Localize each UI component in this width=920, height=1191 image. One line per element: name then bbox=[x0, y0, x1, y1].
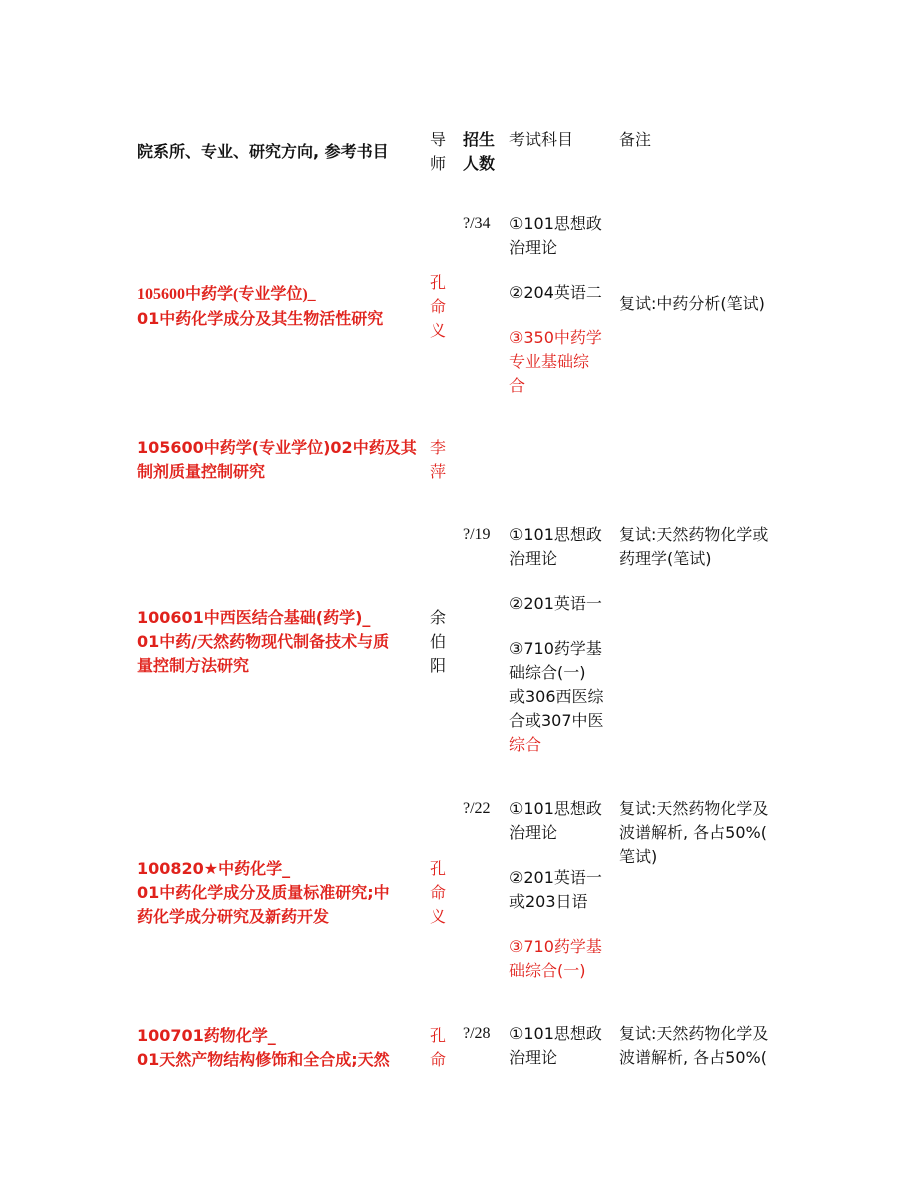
row3-exam bbox=[509, 523, 614, 757]
row1-program-line2: 01中药化学成分及其生物活性研究 bbox=[137, 309, 384, 328]
row4-advisor-c1: 孔 bbox=[430, 859, 447, 878]
row4-advisor bbox=[430, 857, 450, 929]
header-note: 备注 bbox=[619, 130, 652, 149]
row2-advisor bbox=[430, 436, 450, 484]
row5-advisor bbox=[430, 1024, 450, 1072]
row3-exam3-b: 础综合(一) bbox=[509, 663, 586, 682]
row1-exam2-text: ②204英语二 bbox=[509, 283, 602, 302]
row1-exam2 bbox=[509, 281, 614, 305]
row4-exam1-a: ①101思想政 bbox=[509, 799, 602, 818]
row4-exam3-a: ③710药学基 bbox=[509, 937, 602, 956]
row5-exam1 bbox=[509, 1022, 614, 1070]
row4-exam2-b: 或203日语 bbox=[509, 892, 588, 911]
row4-enroll: ?/22 bbox=[463, 800, 491, 817]
row3-exam2-text: ②201英语一 bbox=[509, 594, 602, 613]
row3-note bbox=[619, 523, 768, 571]
row4-exam1 bbox=[509, 797, 614, 845]
row5-exam bbox=[509, 1022, 614, 1070]
header-program: 院系所、专业、研究方向, 参考书目 bbox=[137, 142, 389, 161]
row4-exam3 bbox=[509, 935, 614, 983]
row1-exam3-a: ③350中药学 bbox=[509, 328, 602, 347]
row1-exam3 bbox=[509, 326, 614, 398]
header-advisor-l2: 师 bbox=[430, 154, 447, 173]
row1-exam1-a: ①101思想政 bbox=[509, 214, 602, 233]
row4-note-l1: 复试:天然药物化学及 bbox=[619, 799, 769, 818]
row2-program-line1: 105600中药学(专业学位)02中药及其 bbox=[137, 438, 417, 457]
row4-note-l3: 笔试) bbox=[619, 847, 658, 866]
row1-note: 复试:中药分析(笔试) bbox=[619, 294, 765, 313]
row3-exam2 bbox=[509, 592, 614, 616]
row3-advisor bbox=[430, 606, 450, 678]
row3-exam3-a: ③710药学基 bbox=[509, 639, 602, 658]
row3-exam1-a: ①101思想政 bbox=[509, 525, 602, 544]
row4-note-l2: 波谱解析, 各占50%( bbox=[619, 823, 767, 842]
row5-advisor-c1: 孔 bbox=[430, 1026, 447, 1045]
row2-program-line2: 制剂质量控制研究 bbox=[137, 462, 266, 481]
row5-program-line1: 100701药物化学_ bbox=[137, 1026, 276, 1045]
row5-program bbox=[137, 1024, 390, 1072]
row4-exam2 bbox=[509, 866, 614, 914]
row4-program-line3: 药化学成分研究及新药开发 bbox=[137, 907, 330, 926]
row3-program-line1: 100601中西医结合基础(药学)_ bbox=[137, 608, 371, 627]
row4-program-line1: 100820★中药化学_ bbox=[137, 859, 291, 878]
row1-exam1 bbox=[509, 212, 614, 260]
row3-program-line2: 01中药/天然药物现代制备技术与质 bbox=[137, 632, 390, 651]
row1-exam bbox=[509, 212, 614, 398]
row5-advisor-c2: 命 bbox=[430, 1050, 447, 1069]
row5-exam1-a: ①101思想政 bbox=[509, 1024, 602, 1043]
header-advisor bbox=[430, 128, 450, 176]
row4-exam3-b: 础综合(一) bbox=[509, 961, 586, 980]
row3-note-l1: 复试:天然药物化学或 bbox=[619, 525, 769, 544]
row5-note-l1: 复试:天然药物化学及 bbox=[619, 1024, 769, 1043]
row3-enroll: ?/19 bbox=[463, 526, 491, 543]
row3-advisor-c2: 伯 bbox=[430, 632, 447, 651]
row5-note bbox=[619, 1022, 768, 1070]
row2-program bbox=[137, 436, 417, 484]
row5-note-l2: 波谱解析, 各占50%( bbox=[619, 1048, 767, 1067]
header-exam: 考试科目 bbox=[509, 130, 574, 149]
row2-advisor-c1: 李 bbox=[430, 438, 447, 457]
row1-advisor-c1: 孔 bbox=[430, 273, 447, 292]
header-enroll-l1: 招生 bbox=[463, 130, 496, 149]
row4-program-line2: 01中药化学成分及质量标准研究;中 bbox=[137, 883, 390, 902]
row1-advisor-c2: 命 bbox=[430, 297, 447, 316]
row3-advisor-c1: 余 bbox=[430, 608, 447, 627]
row2-advisor-c2: 萍 bbox=[430, 462, 447, 481]
row1-exam1-b: 治理论 bbox=[509, 238, 558, 257]
header-enroll bbox=[463, 128, 495, 176]
row3-exam3-c: 或306西医综 bbox=[509, 687, 604, 706]
row3-exam3-d: 合或307中医 bbox=[509, 711, 604, 730]
row3-exam3 bbox=[509, 637, 614, 757]
row3-exam1-b: 治理论 bbox=[509, 549, 558, 568]
row1-exam3-c: 合 bbox=[509, 376, 526, 395]
row4-exam1-b: 治理论 bbox=[509, 823, 558, 842]
row5-exam1-b: 治理论 bbox=[509, 1048, 558, 1067]
row5-program-line2: 01天然产物结构修饰和全合成;天然 bbox=[137, 1050, 390, 1069]
row1-exam3-b: 专业基础综 bbox=[509, 352, 590, 371]
header-enroll-l2: 人数 bbox=[463, 154, 496, 173]
row4-advisor-c2: 命 bbox=[430, 883, 447, 902]
row4-program bbox=[137, 857, 390, 929]
row1-program bbox=[137, 283, 383, 331]
row3-exam1 bbox=[509, 523, 614, 571]
row3-program bbox=[137, 606, 389, 678]
row4-exam bbox=[509, 797, 614, 983]
header-advisor-l1: 导 bbox=[430, 130, 447, 149]
row3-note-l2: 药理学(笔试) bbox=[619, 549, 712, 568]
row5-enroll: ?/28 bbox=[463, 1025, 491, 1042]
row4-exam2-a: ②201英语一 bbox=[509, 868, 602, 887]
row3-exam3-e: 综合 bbox=[509, 735, 542, 754]
row3-advisor-c3: 阳 bbox=[430, 656, 447, 675]
row1-enroll: ?/34 bbox=[463, 215, 491, 232]
row4-advisor-c3: 义 bbox=[430, 907, 447, 926]
row1-advisor-c3: 义 bbox=[430, 321, 447, 340]
row1-program-line1: 105600中药学(专业学位)_ bbox=[137, 286, 316, 303]
row1-advisor bbox=[430, 271, 450, 343]
row3-program-line3: 量控制方法研究 bbox=[137, 656, 250, 675]
row4-note bbox=[619, 797, 768, 869]
